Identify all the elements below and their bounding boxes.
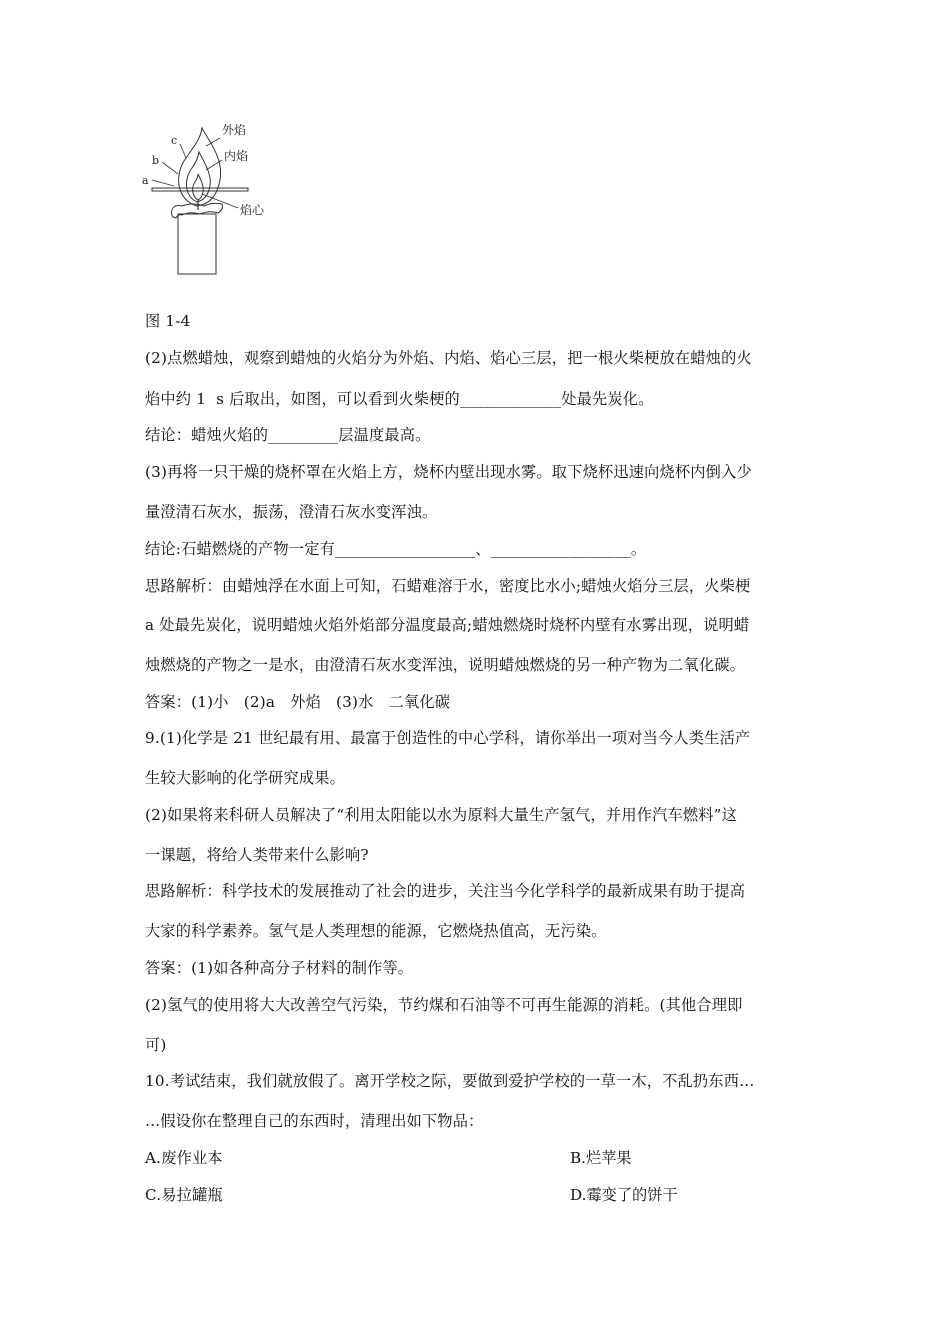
text-line: (2)如果将来科研人员解决了“利用太阳能以水为原料大量生产氢气，并用作汽车燃料”这 — [145, 806, 737, 824]
text-line: (3)再将一只干燥的烧杯罩在火焰上方，烧杯内壁出现水雾。取下烧杯迅速向烧杯内倒入少 — [145, 463, 752, 481]
inner-flame — [187, 152, 211, 202]
label-a: a — [142, 174, 149, 187]
question-9: 9.(1)化学是 21 世纪最有用、最富于创造性的中心学科，请你举出一项对当今人类生活产 — [145, 729, 751, 747]
label-core: 焰心 — [240, 203, 265, 217]
outer-flame — [179, 128, 221, 206]
question-10: 10.考试结束，我们就放假了。离开学校之际，要做到爱护学校的一草一木，不乱扔东西… — [145, 1072, 755, 1090]
label-b: b — [152, 154, 160, 167]
text-line: 生较大影响的化学研究成果。 — [145, 769, 346, 787]
answer-line: 答案：(1)如各种高分子材料的制作等。 — [145, 959, 414, 977]
candle-flame-figure — [140, 118, 280, 283]
text-line: 烛燃烧的产物之一是水，由澄清石灰水变浑浊，说明蜡烛燃烧的另一种产物为二氧化碳。 — [145, 656, 746, 674]
option-d: D.霉变了的饼干 — [570, 1186, 678, 1204]
option-a: A.废作业本 — [145, 1149, 223, 1167]
label-c: c — [171, 134, 178, 147]
matchstick — [152, 188, 248, 191]
candle-body — [178, 214, 216, 274]
text-line: 结论:石蜡燃烧的产物一定有__________________、__________________。 — [145, 540, 647, 558]
option-b: B.烂苹果 — [570, 1149, 632, 1167]
text-line: 量澄清石灰水，振荡，澄清石灰水变浑浊。 — [145, 503, 438, 521]
flame-core — [193, 174, 204, 200]
text-line: 可) — [145, 1036, 167, 1054]
text-line: …假设你在整理自己的东西时，清理出如下物品： — [145, 1112, 484, 1130]
answer-line: 答案：(1)小 (2)a 外焰 (3)水 二氧化碳 — [145, 693, 451, 711]
text-line: 大家的科学素养。氢气是人类理想的能源，它燃烧热值高，无污染。 — [145, 922, 607, 940]
text-line: a 处最先炭化，说明蜡烛火焰外焰部分温度最高;蜡烛燃烧时烧杯内壁有水雾出现，说明蜡 — [145, 616, 750, 634]
text-line: 焰中约 1 s 后取出，如图，可以看到火柴梗的_____________处最先炭化。 — [145, 390, 654, 408]
text-line: (2)氢气的使用将大大改善空气污染，节约煤和石油等不可再生能源的消耗。(其他合理即 — [145, 996, 743, 1014]
option-c: C.易拉罐瓶 — [145, 1186, 223, 1204]
label-outer: 外焰 — [222, 123, 247, 137]
text-line: 结论：蜡烛火焰的_________层温度最高。 — [145, 426, 431, 444]
label-inner: 内焰 — [224, 149, 249, 163]
text-line: 思路解析：科学技术的发展推动了社会的进步，关注当今化学科学的最新成果有助于提高 — [145, 882, 746, 900]
candle-diagram — [140, 118, 280, 283]
text-line: 思路解析：由蜡烛浮在水面上可知，石蜡难溶于水，密度比水小;蜡烛火焰分三层，火柴梗 — [145, 577, 751, 595]
text-line: 一课题，将给人类带来什么影响? — [145, 846, 369, 864]
text-line: (2)点燃蜡烛，观察到蜡烛的火焰分为外焰、内焰、焰心三层，把一根火柴梗放在蜡烛的火 — [145, 349, 752, 367]
figure-caption: 图 1-4 — [145, 312, 191, 330]
